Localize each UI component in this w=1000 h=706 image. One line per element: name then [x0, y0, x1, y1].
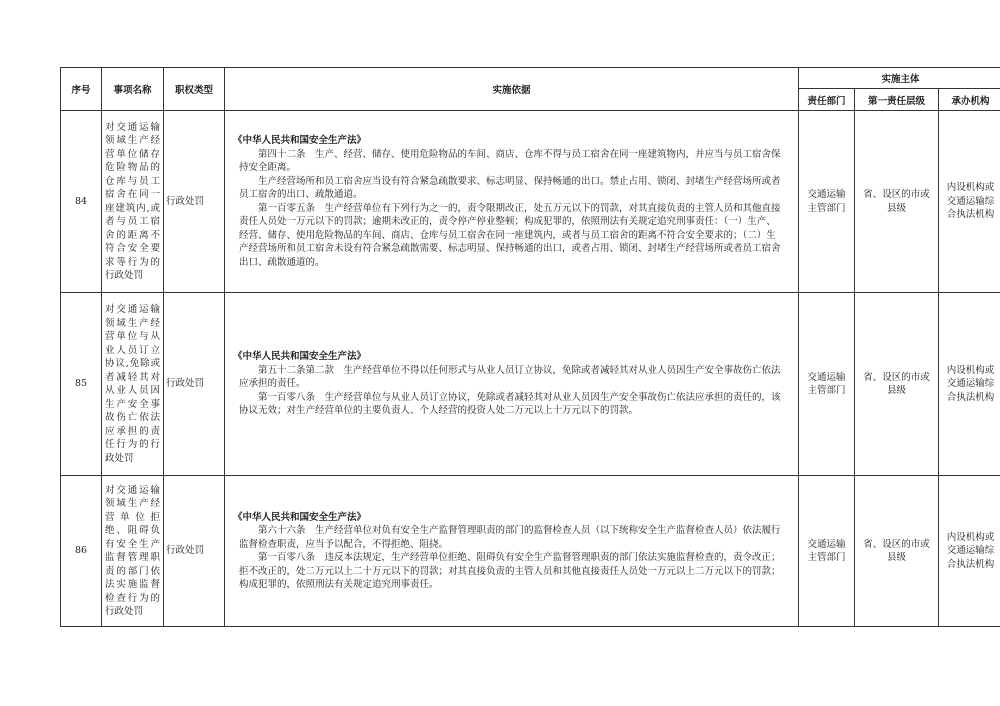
item-name: 对交通运输领域生产经营单位拒绝、阻碍负有安全生产监督管理职责的部门依法实施监督检查行为的行政处罚 [102, 476, 164, 627]
authority-type: 行政处罚 [164, 293, 225, 476]
row-number: 85 [61, 293, 102, 476]
header-level: 第一责任层级 [855, 89, 939, 111]
basis-paragraph: 第一百零八条 违反本法规定，生产经营单位拒绝、阻碍负有安全生产监督管理职责的部门依法实施监督检查的，责令改正；拒不改正的，处二万元以上二十万元以下的罚款；对其直接负责的主管人员和其他直接责任人员处一万元以上二万元以下的罚款；构成犯罪的，依照刑法有关规定追究刑事责任。 [239, 552, 781, 590]
authority-type: 行政处罚 [164, 111, 225, 293]
handling-org: 内设机构或交通运输综合执法机构 [939, 293, 1000, 476]
header-type: 职权类型 [164, 68, 225, 111]
law-title: 《中华人民共和国安全生产法》 [233, 511, 367, 523]
authority-table [60, 67, 1000, 627]
law-title: 《中华人民共和国安全生产法》 [233, 135, 367, 146]
table-row [61, 293, 1000, 476]
row-number: 84 [61, 111, 102, 293]
header-basis: 实施依据 [225, 68, 799, 111]
law-title: 《中华人民共和国安全生产法》 [233, 351, 367, 363]
legal-basis [225, 111, 799, 293]
handling-org: 内设机构或交通运输综合执法机构 [939, 476, 1000, 627]
legal-basis [225, 476, 799, 627]
basis-paragraph: 生产经营场所和员工宿舍应当设有符合紧急疏散要求、标志明显、保持畅通的出口。禁止占用、锁闭、封堵生产经营场所或者员工宿舍的出口、疏散通道。 [239, 175, 781, 200]
header-no: 序号 [61, 68, 102, 111]
responsibility-level: 省、设区的市或县级 [855, 476, 939, 627]
header-subject: 实施主体 [799, 68, 1000, 89]
responsibility-level: 省、设区的市或县级 [855, 293, 939, 476]
basis-paragraph: 第一百零八条 生产经营单位与从业人员订立协议，免除或者减轻其对从业人员因生产安全事故伤亡依法应承担的责任的，该协议无效；对生产经营单位的主要负责人、个人经营的投资人处二万元以上十万元以下的罚款。 [239, 391, 781, 417]
header-name: 事项名称 [102, 68, 164, 111]
basis-paragraph: 第一百零五条 生产经营单位有下列行为之一的，责令限期改正，处五万元以下的罚款，对其直接负责的主管人员和其他直接责任人员处一万元以下的罚款；逾期未改正的，责令停产停业整顿；构成犯罪的，依照刑法有关规定追究刑事责任：（一）生产、经营、储存、使用危险物品的车间、商店、仓库与员工宿舍在同一座建筑内，或者与员工宿舍的距离不符合安全要求的；（二）生产经营场所和员工宿舍未设有符合紧急疏散需要、标志明显、保持畅通的出口，或者占用、锁闭、封堵生产经营场所或者员工宿舍出口、疏散通道的。 [239, 202, 781, 268]
basis-paragraph: 第六十六条 生产经营单位对负有安全生产监督管理职责的部门的监督检查人员（以下统称安全生产监督检查人员）依法履行监督检查职责，应当予以配合，不得拒绝、阻挠。 [239, 525, 781, 550]
item-name: 对交通运输领域生产经营单位储存危险物品的仓库与员工宿舍在同一座建筑内,或者与员工宿舍的距离不符合安全要求等行为的行政处罚 [102, 111, 164, 293]
table-row [61, 111, 1000, 293]
header-org: 承办机构 [939, 89, 1000, 111]
row-number: 86 [61, 476, 102, 627]
table-row [61, 476, 1000, 627]
header-dept: 责任部门 [799, 89, 855, 111]
handling-org: 内设机构或交通运输综合执法机构 [939, 111, 1000, 293]
responsible-dept: 交通运输主管部门 [799, 476, 855, 627]
basis-paragraph: 第四十二条 生产、经营、储存、使用危险物品的车间、商店、仓库不得与员工宿舍在同一座建筑物内，并应当与员工宿舍保持安全距离。 [239, 148, 781, 173]
responsible-dept: 交通运输主管部门 [799, 111, 855, 293]
responsible-dept: 交通运输主管部门 [799, 293, 855, 476]
item-name: 对交通运输领域生产经营单位与从业人员订立协议,免除或者减轻其对从业人员因生产安全事故伤亡依法应承担的责任行为的行政处罚 [102, 293, 164, 476]
legal-basis [225, 293, 799, 476]
responsibility-level: 省、设区的市或县级 [855, 111, 939, 293]
authority-type: 行政处罚 [164, 476, 225, 627]
basis-paragraph: 第五十二条第二款 生产经营单位不得以任何形式与从业人员订立协议，免除或者减轻其对从业人员因生产安全事故伤亡依法应承担的责任。 [239, 364, 781, 390]
